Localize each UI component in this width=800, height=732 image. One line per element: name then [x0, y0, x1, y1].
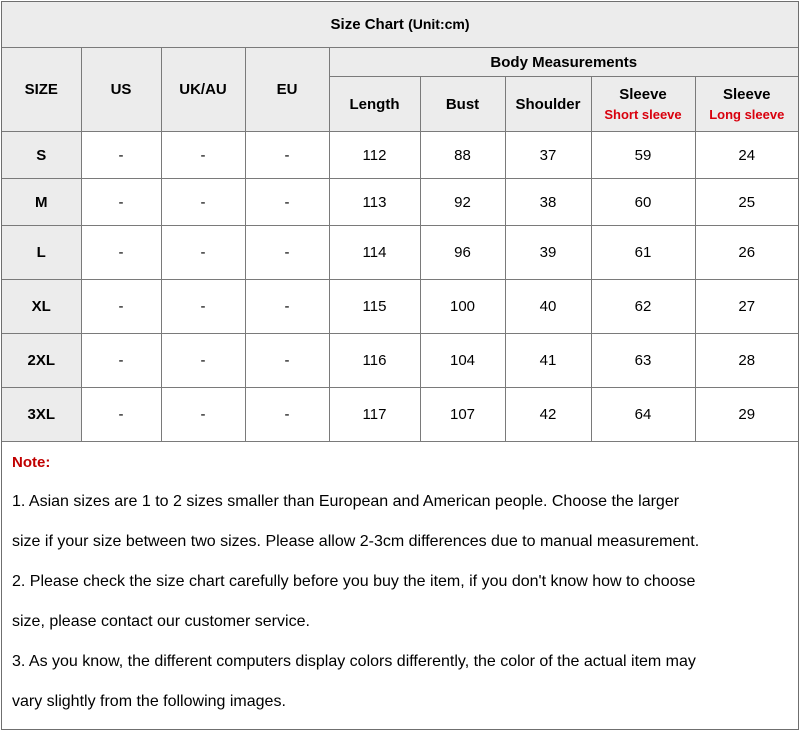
cell-ukau: - — [161, 388, 245, 442]
cell-shoulder: 40 — [505, 280, 591, 334]
cell-size: L — [2, 226, 81, 280]
cell-size: M — [2, 179, 81, 226]
table-row — [2, 179, 798, 226]
table-row — [2, 226, 798, 280]
cell-length: 116 — [329, 334, 420, 388]
cell-eu: - — [245, 280, 329, 334]
header-eu: EU — [245, 48, 329, 132]
header-sleeve-short-sub: Short sleeve — [604, 107, 682, 122]
note-lines — [12, 482, 788, 722]
cell-size: 2XL — [2, 334, 81, 388]
cell-size: S — [2, 132, 81, 179]
cell-shoulder: 37 — [505, 132, 591, 179]
cell-ukau: - — [161, 226, 245, 280]
chart-title-unit: (Unit:cm) — [408, 16, 470, 32]
cell-us: - — [81, 334, 161, 388]
size-chart — [1, 1, 799, 730]
size-rows — [2, 132, 798, 442]
header-length: Length — [329, 77, 420, 132]
cell-sleeve-short: 63 — [591, 334, 695, 388]
table-row — [2, 388, 798, 442]
note-line: 3. As you know, the different computers display colors differently, the color of the actual item may — [12, 653, 696, 670]
cell-sleeve-long: 27 — [695, 280, 798, 334]
cell-eu: - — [245, 132, 329, 179]
cell-us: - — [81, 280, 161, 334]
cell-us: - — [81, 132, 161, 179]
header-sleeve-short-label: Sleeve — [619, 86, 667, 103]
cell-shoulder: 39 — [505, 226, 591, 280]
cell-us: - — [81, 226, 161, 280]
cell-length: 115 — [329, 280, 420, 334]
header-shoulder: Shoulder — [505, 77, 591, 132]
note-line: 1. Asian sizes are 1 to 2 sizes smaller than European and American people. Choose the larger — [12, 493, 680, 510]
cell-ukau: - — [161, 132, 245, 179]
cell-length: 113 — [329, 179, 420, 226]
cell-size: 3XL — [2, 388, 81, 442]
cell-bust: 92 — [420, 179, 505, 226]
chart-title — [2, 2, 798, 48]
cell-bust: 88 — [420, 132, 505, 179]
cell-bust: 100 — [420, 280, 505, 334]
header-ukau: UK/AU — [161, 48, 245, 132]
cell-eu: - — [245, 334, 329, 388]
cell-sleeve-long: 29 — [695, 388, 798, 442]
cell-bust: 96 — [420, 226, 505, 280]
cell-eu: - — [245, 226, 329, 280]
cell-sleeve-short: 60 — [591, 179, 695, 226]
cell-sleeve-short: 64 — [591, 388, 695, 442]
cell-sleeve-long: 26 — [695, 226, 798, 280]
header-sleeve-long-label: Sleeve — [722, 86, 771, 103]
cell-eu: - — [245, 388, 329, 442]
cell-length: 112 — [329, 132, 420, 179]
cell-ukau: - — [161, 280, 245, 334]
cell-eu: - — [245, 179, 329, 226]
cell-sleeve-long: 24 — [695, 132, 798, 179]
note-line: size, please contact our customer service. — [12, 613, 310, 630]
note-cell — [2, 442, 798, 723]
cell-sleeve-short: 62 — [591, 280, 695, 334]
header-sleeve-long — [695, 77, 798, 132]
note-line: 2. Please check the size chart carefully before you buy the item, if you don't know how to choose — [12, 573, 696, 590]
cell-sleeve-long: 25 — [695, 179, 798, 226]
cell-us: - — [81, 388, 161, 442]
header-size: SIZE — [2, 48, 81, 132]
cell-us: - — [81, 179, 161, 226]
note-line: vary slightly from the following images. — [12, 693, 286, 710]
cell-bust: 104 — [420, 334, 505, 388]
cell-sleeve-short: 61 — [591, 226, 695, 280]
cell-length: 114 — [329, 226, 420, 280]
header-bust: Bust — [420, 77, 505, 132]
note-title: Note: — [12, 454, 51, 471]
cell-shoulder: 42 — [505, 388, 591, 442]
header-sleeve-long-sub: Long sleeve — [709, 107, 785, 122]
note-block — [2, 442, 798, 722]
table-row — [2, 334, 798, 388]
header-us: US — [81, 48, 161, 132]
note-line: size if your size between two sizes. Please allow 2-3cm differences due to manual measurement. — [12, 533, 700, 550]
cell-bust: 107 — [420, 388, 505, 442]
table-row — [2, 280, 798, 334]
header-sleeve-short — [591, 77, 695, 132]
size-table — [2, 2, 798, 722]
cell-sleeve-short: 59 — [591, 132, 695, 179]
cell-shoulder: 41 — [505, 334, 591, 388]
table-row — [2, 132, 798, 179]
cell-size: XL — [2, 280, 81, 334]
cell-ukau: - — [161, 179, 245, 226]
chart-title-main: Size Chart — [330, 16, 404, 33]
cell-ukau: - — [161, 334, 245, 388]
header-body-measurements: Body Measurements — [329, 48, 798, 77]
cell-shoulder: 38 — [505, 179, 591, 226]
cell-length: 117 — [329, 388, 420, 442]
cell-sleeve-long: 28 — [695, 334, 798, 388]
